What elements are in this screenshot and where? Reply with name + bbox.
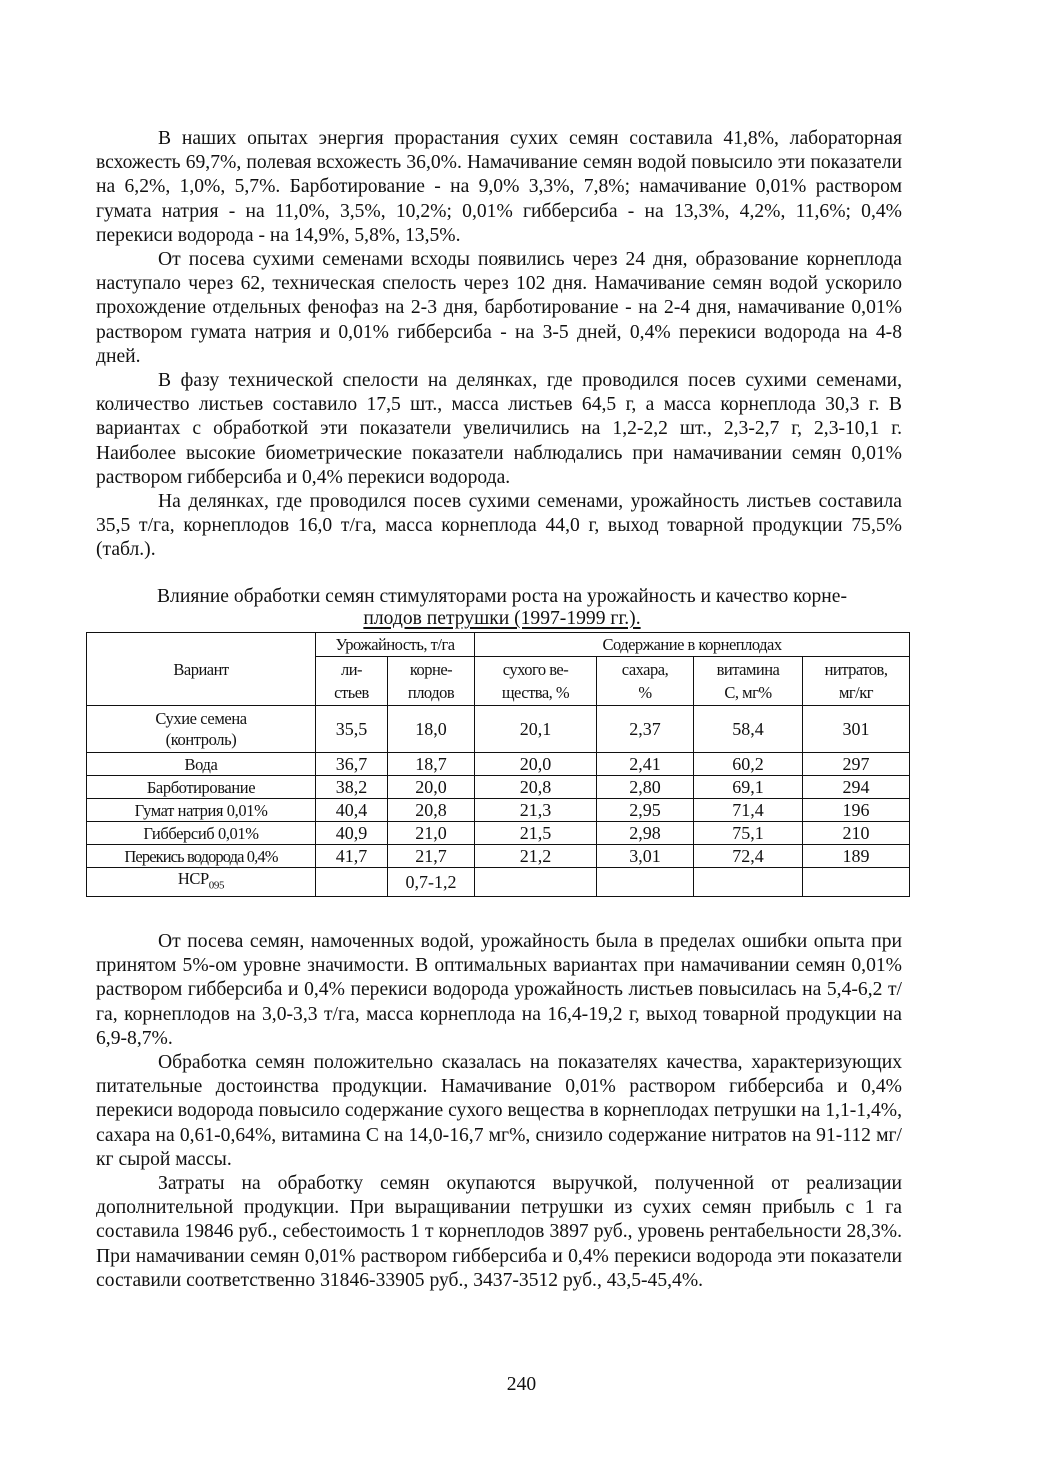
header-sugar: сахара, %: [597, 657, 694, 706]
cell-vitc: [694, 868, 803, 897]
table-row: [87, 799, 910, 822]
table-row: [87, 706, 910, 753]
cell-hcp-label: [87, 868, 316, 897]
cell-nitrates: 210: [803, 822, 910, 845]
cell-dry: [475, 868, 597, 897]
results-table: [86, 632, 910, 897]
paragraph: Обработка семян положительно сказалась на показателях качества, характеризующих питательные достоинства продукции. Намачивание 0,01% раствором гибберсиба и 0,4% перекиси водорода повысило содержание сухого вещества в корнеплодах петрушки на 1,1-1,4%, сахара на 0,61-0,64%, витамина С на 14,0-16,7 мг%, снизило содержание нитратов на 91-112 мг/кг сырой массы.: [96, 1052, 902, 1170]
cell-roots: 18,7: [388, 753, 475, 776]
cell-leaves: 41,7: [316, 845, 388, 868]
cell-roots: 21,7: [388, 845, 475, 868]
cell-vitc: 71,4: [694, 799, 803, 822]
cell-variant: Сухие семена (контроль): [87, 706, 316, 753]
cell-leaves: 40,9: [316, 822, 388, 845]
cell-variant: Барботирование: [87, 776, 316, 799]
cell-roots: 20,0: [388, 776, 475, 799]
cell-sugar: 2,98: [597, 822, 694, 845]
cell-dry: 21,2: [475, 845, 597, 868]
hcp-label: НСР: [177, 869, 209, 888]
table-header-row-1: [87, 633, 910, 657]
cell-vitc: 60,2: [694, 753, 803, 776]
cell-nitrates: 189: [803, 845, 910, 868]
cell-dry: 21,3: [475, 799, 597, 822]
cell-sugar: 2,95: [597, 799, 694, 822]
cell-dry: 20,0: [475, 753, 597, 776]
hcp-subscript: 095: [208, 879, 225, 892]
cell-vitc: 72,4: [694, 845, 803, 868]
header-leaves: ли- стьев: [316, 657, 388, 706]
header-dry-matter: сухого ве- щества, %: [475, 657, 597, 706]
cell-roots: 21,0: [388, 822, 475, 845]
paragraph: В наших опытах энергия прорастания сухих семян составила 41,8%, лабораторная всхожесть 69,7%, полевая всхожесть 36,0%. Намачивание семян водой повысило эти показатели на 6,2%, 1,0%, 5,7%. Барботирование - на 9,0% 3,3%, 7,8%; намачивание 0,01% раствором гумата натрия - на 11,0%, 3,5%, 10,2%; 0,01% гибберсиба - на 13,3%, 4,2%, 11,6%; 0,4% перекиси водорода - на 14,9%, 5,8%, 13,5%.: [96, 128, 902, 246]
header-variant: Вариант: [87, 633, 316, 706]
cell-nitrates: 301: [803, 706, 910, 753]
cell-vitc: 75,1: [694, 822, 803, 845]
paragraph: На делянках, где проводился посев сухими семенами, урожайность листьев составила 35,5 т/га, корнеплодов 16,0 т/га, масса корнеплода 44,0 г, выход товарной продукции 75,5% (табл.).: [96, 491, 902, 561]
table-row: [87, 776, 910, 799]
cell-nitrates: 294: [803, 776, 910, 799]
cell-vitc: 69,1: [694, 776, 803, 799]
header-yield-group: Урожайность, т/га: [316, 633, 475, 657]
cell-roots: 20,8: [388, 799, 475, 822]
caption-line-2: плодов петрушки (1997-1999 гг.).: [363, 608, 641, 629]
table-row: [87, 822, 910, 845]
cell-sugar: 2,80: [597, 776, 694, 799]
cell-leaves: 35,5: [316, 706, 388, 753]
paragraph: От посева сухими семенами всходы появились через 24 дня, образование корнеплода наступало через 62, техническая спелость через 102 дня. Намачивание семян водой ускорило прохождение отдельных фенофаз на 2-3 дня, барботирование - на 2-4 дня, намачивание 0,01% раствором гумата натрия и 0,01% гибберсиба - на 3-5 дней, 0,4% перекиси водорода на 4-8 дней.: [96, 249, 902, 367]
cell-nitrates: 297: [803, 753, 910, 776]
table-row: [87, 753, 910, 776]
cell-sugar: [597, 868, 694, 897]
cell-nitrates: 196: [803, 799, 910, 822]
cell-leaves: [316, 868, 388, 897]
paragraph: В фазу технической спелости на делянках, где проводился посев сухими семенами, количество листьев составило 17,5 шт., масса листьев 64,5 г, а масса корнеплода 30,3 г. В вариантах с обработкой эти показатели увеличились на 1,2-2,2 шт., 2,3-2,7 г, 2,3-10,1 г. Наиболее высокие биометрические показатели наблюдались при намачивании семян 0,01% раствором гибберсиба и 0,4% перекиси водорода.: [96, 370, 902, 488]
cell-leaves: 38,2: [316, 776, 388, 799]
caption-line-1: Влияние обработки семян стимуляторами роста на урожайность и качество корне-: [156, 586, 848, 607]
cell-variant: Гибберсиб 0,01%: [87, 822, 316, 845]
cell-dry: 20,1: [475, 706, 597, 753]
cell-dry: 20,8: [475, 776, 597, 799]
cell-vitc: 58,4: [694, 706, 803, 753]
body-text-top: [96, 127, 902, 563]
cell-variant: Перекись водорода 0,4%: [87, 845, 316, 868]
header-roots: корне- плодов: [388, 657, 475, 706]
cell-sugar: 2,37: [597, 706, 694, 753]
cell-nitrates: [803, 868, 910, 897]
page-number: 240: [506, 1374, 537, 1395]
table-row-hcp: [87, 868, 910, 897]
header-vitamin-c: витамина С, мг%: [694, 657, 803, 706]
paragraph: От посева семян, намоченных водой, урожайность была в пределах ошибки опыта при принятом 5%-ом уровне значимости. В оптимальных вариантах при намачивании семян 0,01% раствором гибберсиба и 0,4% перекиси водорода урожайность листьев повысилась на 5,4-6,2 т/га, корнеплодов на 3,0-3,3 т/га, масса корнеплода на 16,4-19,2 г, выход товарной продукции на 6,9-8,7%.: [96, 931, 902, 1049]
cell-leaves: 36,7: [316, 753, 388, 776]
cell-roots: 0,7-1,2: [388, 868, 475, 897]
table-row: [87, 845, 910, 868]
cell-dry: 21,5: [475, 822, 597, 845]
cell-leaves: 40,4: [316, 799, 388, 822]
header-nitrates: нитратов, мг/кг: [803, 657, 910, 706]
cell-roots: 18,0: [388, 706, 475, 753]
header-content-group: Содержание в корнеплодах: [475, 633, 910, 657]
cell-sugar: 3,01: [597, 845, 694, 868]
cell-variant: Вода: [87, 753, 316, 776]
paragraph: Затраты на обработку семян окупаются выручкой, полученной от реализации дополнительной продукции. При выращивании петрушки из сухих семян прибыль с 1 га составила 19846 руб., себестоимость 1 т корнеплодов 3897 руб., уровень рентабельности 28,3%. При намачивании семян 0,01% раствором гибберсиба и 0,4% перекиси водорода эти показатели составили соответственно 31846-33905 руб., 3437-3512 руб., 43,5-45,4%.: [96, 1173, 902, 1291]
cell-sugar: 2,41: [597, 753, 694, 776]
body-text-bottom: [96, 930, 902, 1293]
cell-variant: Гумат натрия 0,01%: [87, 799, 316, 822]
table-caption: [96, 586, 908, 630]
